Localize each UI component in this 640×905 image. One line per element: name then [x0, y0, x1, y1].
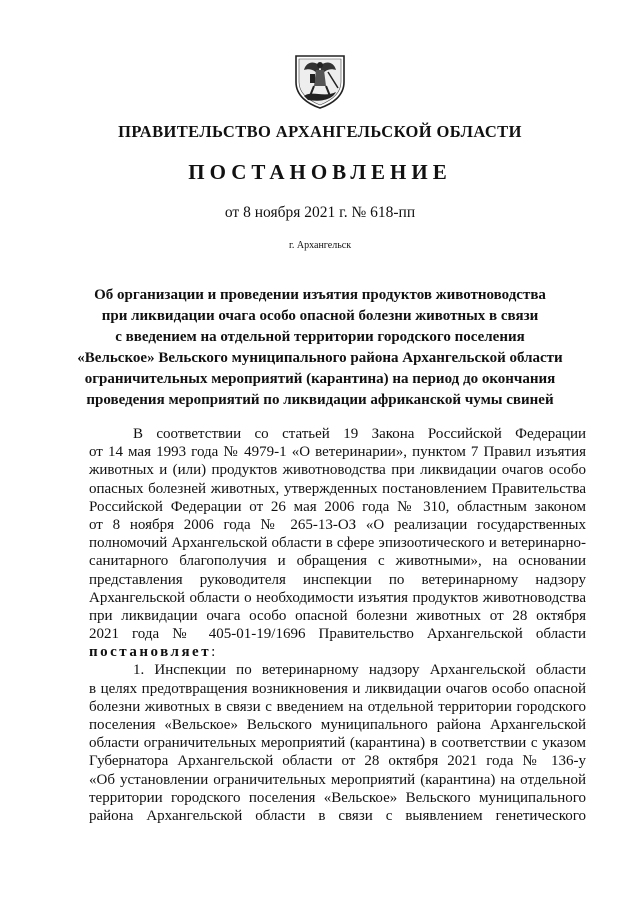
body-line: 2021 года № 405-01-19/1696 Правительство Архангельской области: [89, 626, 586, 643]
body-line: животных и (или) продуктов животноводства при ликвидации очагов особо: [89, 462, 586, 479]
heading-line: при ликвидации очага особо опасной болезни животных в связи: [101, 308, 539, 324]
body-line: полномочий Архангельской области в сфере эпизоотического и ветеринарно-: [89, 535, 586, 552]
document-body: [89, 425, 586, 825]
body-line: Архангельской области о необходимости изъятия продуктов животноводства: [89, 589, 586, 606]
resolve-word: постановляет: [89, 644, 212, 661]
body-line: В соответствии со статьей 19 Закона Российской Федерации: [133, 426, 586, 442]
heading-line: с введением на отдельной территории городского поселения: [115, 329, 525, 345]
body-line: опасных болезней животных, утвержденных постановлением Правительства: [89, 480, 586, 497]
item-line: в целях предотвращения возникновения и ликвидации очагов особо опасной: [89, 680, 586, 697]
body-line: Российской Федерации от 26 мая 2006 года № 310, областным законом: [89, 498, 586, 515]
item-line: района Архангельской области в связи с выявлением генетического: [89, 807, 586, 824]
heading-line: ограничительных мероприятий (карантина) на период до окончания: [84, 371, 556, 387]
heading-line: проведения мероприятий по ликвидации африканской чумы свиней: [86, 392, 554, 408]
item-line: территории городского поселения «Вельское» Вельского муниципального: [89, 789, 586, 806]
item-line: 1. Инспекции по ветеринарному надзору Архангельской области: [133, 662, 586, 679]
resolve-suffix: :: [211, 644, 216, 661]
item-line: «Об установлении ограничительных мероприятий (карантина) на отдельной: [89, 771, 586, 788]
item-line: области ограничительных мероприятий (карантина) в соответствии с указом: [89, 735, 586, 752]
item-line: Губернатора Архангельской области от 28 октября 2021 года № 136-у: [89, 753, 586, 770]
government-title: ПРАВИТЕЛЬСТВО АРХАНГЕЛЬСКОЙ ОБЛАСТИ: [118, 122, 522, 141]
body-line: при ликвидации очага особо опасной болезни животных от 28 октября: [89, 607, 586, 624]
body-line: санитарного благополучия и обращения с животными», на основании: [89, 553, 586, 570]
heading-line: Об организации и проведении изъятия продуктов животноводства: [94, 287, 546, 303]
document-heading: [70, 285, 570, 411]
item-line: болезни животных в связи с введением на отдельной территории городского: [89, 698, 586, 715]
heading-line: «Вельское» Вельского муниципального района Архангельской области: [77, 350, 563, 366]
body-line: от 14 мая 1993 года № 4979-1 «О ветеринарии», пунктом 7 Правил изъятия: [89, 444, 586, 461]
document-type: ПОСТАНОВЛЕНИЕ: [188, 160, 452, 184]
document-date-number: от 8 ноября 2021 г. № 618-пп: [224, 204, 416, 221]
resolve-line: [89, 643, 586, 661]
coat-of-arms-icon: [292, 52, 348, 110]
body-line: представления руководителя инспекции по ветеринарному надзору: [89, 571, 586, 588]
document-place: г. Архангельск: [288, 240, 352, 251]
item-line: поселения «Вельское» Вельского муниципального района Архангельской: [89, 717, 586, 733]
body-line: от 8 ноября 2006 года № 265-13-ОЗ «О реализации государственных: [89, 516, 586, 533]
